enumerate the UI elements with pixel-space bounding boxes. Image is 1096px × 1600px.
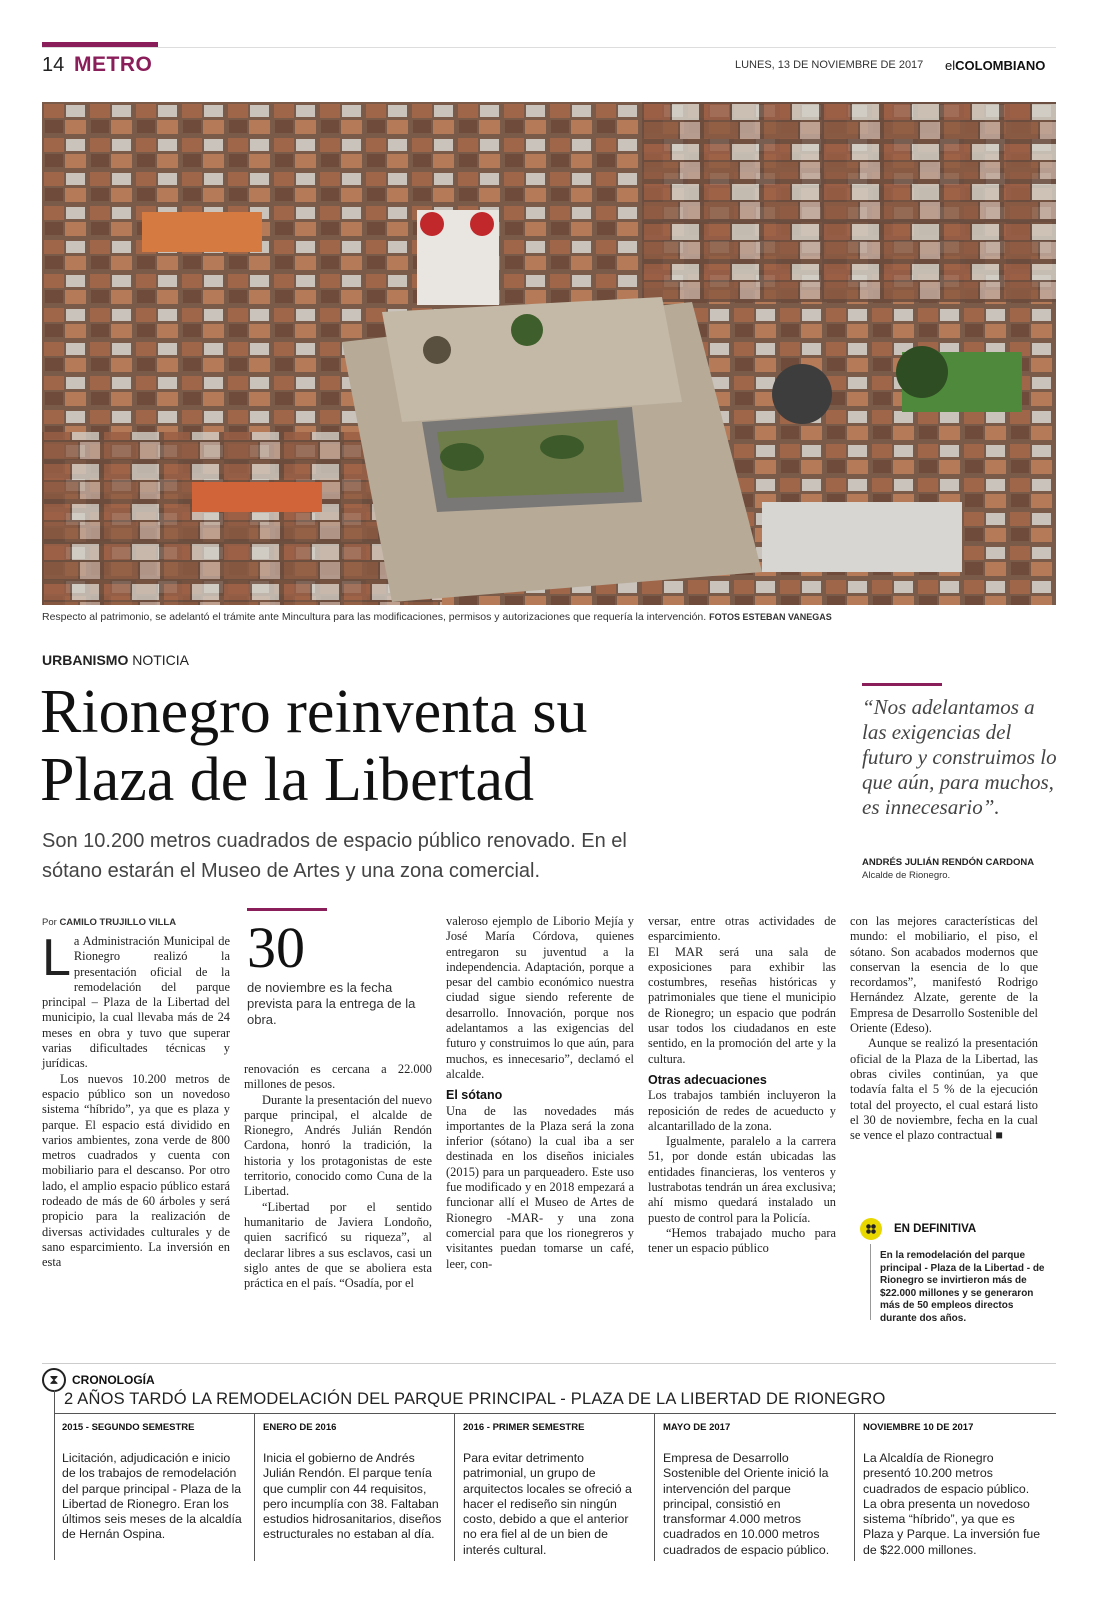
section-name: METRO (74, 53, 153, 76)
paragraph: Aunque se realizó la presentación oficial de la Plaza de la Libertad, las obras civiles continúan, ya que todavía falta el 5 % de la ejecución total del proyecto, el cual estará listo el 30 de noviembre, fecha en la cual se vence el plazo contractual ■ (850, 1036, 1038, 1143)
timeline-date: NOVIEMBRE 10 DE 2017 (863, 1422, 974, 1433)
timeline-text: La Alcaldía de Rionegro presentó 10.200 metros cuadrados de espacio público. La obra presenta un novedoso sistema “híbrido”, ya que es Plaza y Parque. La inversión fue de $22.000 millones. (863, 1451, 1041, 1557)
quote-accent-bar (862, 683, 942, 686)
paragraph: Durante la presentación del nuevo parque principal, el alcalde de Rionegro, Andrés Julián Rendón Cardona, honró la tradición, la historia y los protagonistas de este territorio, conocido como Cuna de la Libertad. (244, 1092, 432, 1199)
subheading: Otras adecuaciones (648, 1072, 767, 1087)
paragraph: Los trabajos también incluyeron la reposición de redes de acueducto y alcantarillado de la zona. (648, 1088, 836, 1133)
paragraph: “Libertad por el sentido humanitario de Javiera Londoño, quien sacrificó su riqueza”, al declarar libres a sus esclavos, casi un siglo antes de que se aboliera esta práctica en el país. “Osadía, por el (244, 1199, 432, 1291)
article-column-5 (850, 914, 1038, 1143)
page-number: 14 (42, 54, 65, 76)
byline-author: CAMILO TRUJILLO VILLA (59, 917, 177, 928)
byline (42, 917, 176, 928)
aerial-city-illustration (42, 102, 1056, 605)
paragraph: “Hemos trabajado mucho para tener un espacio público (648, 1225, 836, 1256)
timeline-text: Para evitar detrimento patrimonial, un grupo de arquitectos locales se ofreció a hacer el rediseño sin ningún costo, debido a que el anterior no era fiel al de un bien de interés cultural. (463, 1451, 632, 1557)
kicker-category: URBANISMO (42, 652, 129, 668)
paragraph: con las mejores características del mundo: el mobiliario, el piso, el sótano. Son acabados modernos que conservan la esencia de lo que recordamos”, manifestó Rodrigo Hernández Alzate, gerente de la Empresa de Desarrollo Sostenible del Oriente (Edeso). (850, 914, 1038, 1036)
fact-text: de noviembre es la fecha prevista para la entrega de la obra. (247, 980, 416, 1027)
paragraph: Una de las novedades más importantes de la Plaza será la zona inferior (sótano) la cual iba a ser destinada en los diseños iniciales (2015) para un parqueadero. Este uso fue modificado y en 2018 empezará a funcionar allí el Museo de Artes de Rionegro -MAR- y una zona comercial para que los rionegreros y visitantes puedan tomarse un café, leer, con- (446, 1103, 634, 1271)
chronology-title: 2 AÑOS TARDÓ LA REMODELACIÓN DEL PARQUE PRINCIPAL - PLAZA DE LA LIBERTAD DE RIONEGRO (64, 1390, 886, 1408)
dots-badge-icon (860, 1218, 882, 1240)
kicker-type: NOTICIA (132, 652, 190, 668)
paragraph: valeroso ejemplo de Liborio Mejía y José María Córdova, quienes entregaron su juventud a la independencia. Adaptación, porque a pesar del cambio económico nuestra ciudad sigue siendo referente de desarrollo. Innovación, porque nos adelantamos a las exigencias del futuro y construimos lo que aún, para muchos, es innecesario”, declamó el alcalde. (446, 914, 634, 1081)
definitiva-title: EN DEFINITIVA (894, 1223, 977, 1235)
timeline-item (854, 1413, 1054, 1561)
caption-text: Respecto al patrimonio, se adelantó el trámite ante Mincultura para las modificaciones, permisos y autorizaciones que requería la intervención. (42, 611, 707, 623)
definitiva-rule (870, 1244, 871, 1320)
pull-quote: “Nos adelantamos a las exigencias del futuro y construimos lo que aún, para muchos, es innecesario”. (862, 695, 1057, 819)
headline (40, 678, 820, 814)
aerial-photo (42, 102, 1056, 605)
headline-line-1: Rionegro reinventa su (40, 678, 588, 746)
headline-line-2: Plaza de la Libertad (40, 746, 535, 814)
timeline-text: Inicia el gobierno de Andrés Julián Rendón. El parque tenía que cumplir con 44 requisitos, pero incumplía con 38. Faltaban estudios hidrosanitarios, diseños estructurales no estaban al día. (263, 1451, 442, 1542)
brand-prefix: el (945, 58, 956, 73)
definitiva-text: En la remodelación del parque principal - Plaza de la Libertad - de Rionegro se invirtieron más de $22.000 millones y se generaron más de 50 empleos directos durante dos años. (880, 1250, 1045, 1324)
subheadline (42, 826, 822, 886)
drop-cap: L (42, 929, 71, 987)
timeline-item (254, 1413, 454, 1561)
byline-prefix: Por (42, 917, 57, 928)
paragraph-text: a Administración Municipal de Rionegro realizó la presentación oficial de la remodelación del parque principal – Plaza de la Libertad del municipio, la cual llevaba más de 24 meses en obra y tuvo que superar varias dificultades técnicas y jurídicas. (42, 934, 230, 1071)
timeline-text: Licitación, adjudicación e inicio de los trabajos de remodelación del parque principal - Plaza de la Libertad de Rionegro. Eran los últimos seis meses de la alcaldía de Hernán Ospina. (62, 1451, 242, 1542)
timeline-item (54, 1413, 254, 1561)
article-column-2 (244, 1062, 432, 1291)
article-column-3 (446, 914, 634, 1272)
article-column-1 (42, 929, 230, 1271)
newspaper-brand (945, 58, 1045, 73)
subhead-line-2: sótano estarán el Museo de Artes y una zona comercial. (42, 860, 541, 882)
fact-accent-bar (247, 908, 327, 911)
paragraph: Los nuevos 10.200 metros de espacio público son un novedoso sistema “híbrido”, ya que es plaza y parque. El espacio está dividido en varios ambientes, zona verde de 800 metros cuadrados y cuenta con mobiliario para el descanso. Por otro lado, el amplio espacio público estará rodeado de más de 60 árboles y será propicio para la realización de diversas actividades culturales y de sano esparcimiento. La inversión en esta (42, 1071, 230, 1270)
subheading: El sótano (446, 1088, 503, 1103)
timeline-text: Empresa de Desarrollo Sostenible del Oriente inició la intervención del parque principal, consistió en transformar 4.000 metros cuadrados en 10.000 metros cuadrados de espacio público. (663, 1451, 830, 1557)
quote-role: Alcalde de Rionegro. (862, 870, 951, 881)
brand-name: COLOMBIANO (955, 58, 1046, 73)
paragraph: versar, entre otras actividades de esparcimiento. (648, 914, 836, 944)
paragraph: renovación es cercana a 22.000 millones de pesos. (244, 1062, 432, 1092)
article-column-4 (648, 914, 836, 1257)
paragraph: El MAR será una sala de exposiciones para exhibir las costumbres, reseñas históricas y patrimoniales que tiene el municipio de Rionegro; un espacio que podrán usar todos los ciudadanos en este sentido, en la promoción del arte y la cultura. (648, 944, 836, 1066)
kicker (42, 652, 189, 668)
paragraph: Igualmente, paralelo a la carrera 51, por donde están ubicadas las entidades financieras, los venteros y lustrabotas tendrán un área exclusiva; ahí mismo quedará instalado un puesto de control para la Policía. (648, 1134, 836, 1225)
issue-date: LUNES, 13 DE NOVIEMBRE DE 2017 (735, 59, 924, 71)
timeline-date: ENERO DE 2016 (263, 1422, 337, 1433)
quote-author: ANDRÉS JULIÁN RENDÓN CARDONA (862, 857, 1035, 868)
chronology-label: CRONOLOGÍA (72, 1373, 155, 1387)
header-rule (42, 47, 1056, 48)
photo-caption (42, 611, 1056, 623)
timeline-date: MAYO DE 2017 (663, 1422, 731, 1433)
hourglass-icon: ⧗ (42, 1368, 66, 1392)
subhead-line-1: Son 10.200 metros cuadrados de espacio público renovado. En el (42, 830, 627, 852)
paragraph (42, 929, 230, 1072)
fact-number: 30 (247, 915, 305, 980)
timeline-date: 2016 - PRIMER SEMESTRE (463, 1422, 585, 1433)
timeline-item (454, 1413, 654, 1561)
timeline-item (654, 1413, 854, 1561)
timeline-date: 2015 - SEGUNDO SEMESTRE (62, 1422, 195, 1433)
photo-credit: FOTOS ESTEBAN VANEGAS (709, 612, 832, 622)
chronology-top-rule (42, 1363, 1056, 1364)
